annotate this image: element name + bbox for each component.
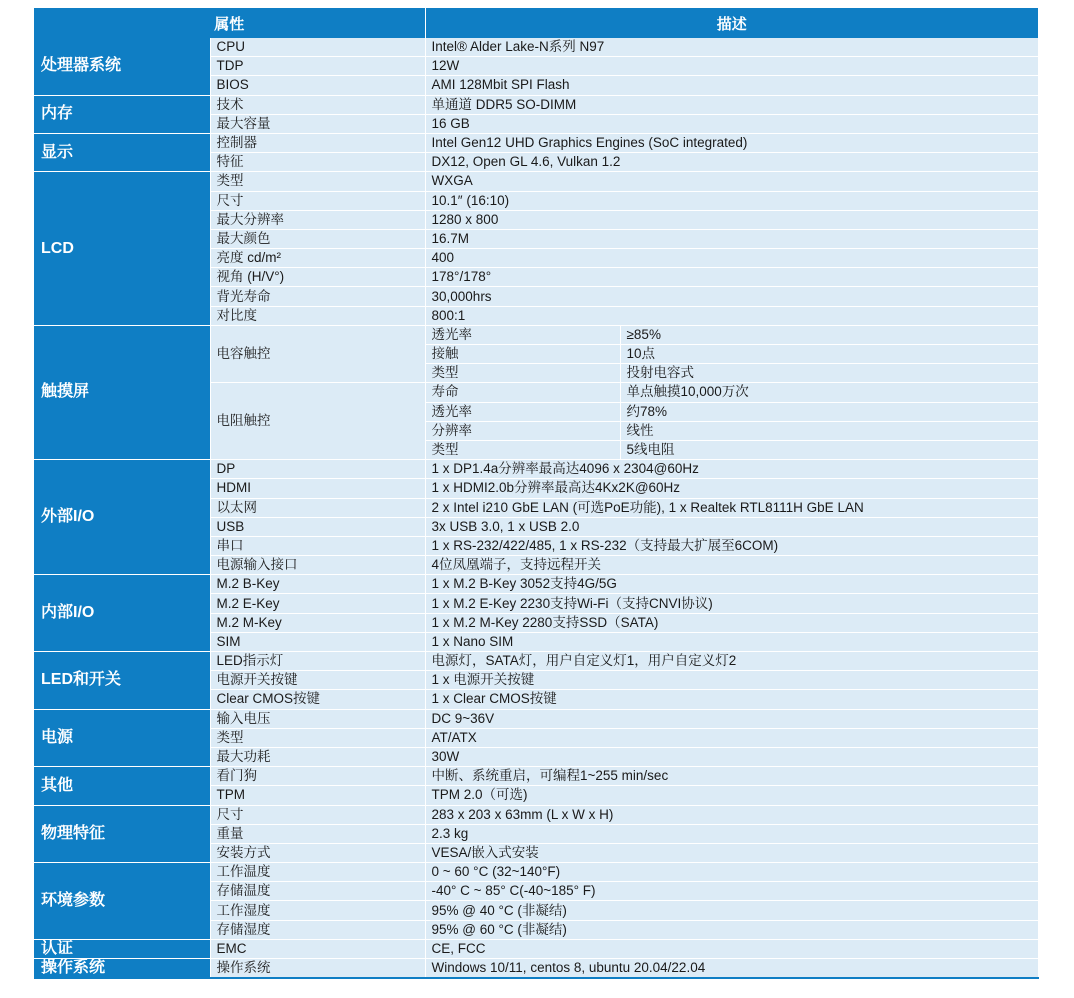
spec-label: 工作湿度 [210, 901, 425, 920]
spec-value: DX12, Open GL 4.6, Vulkan 1.2 [425, 153, 1038, 172]
spec-value: 1 x HDMI2.0b分辨率最高达4Kx2K@60Hz [425, 479, 1038, 498]
spec-label: 安装方式 [210, 843, 425, 862]
spec-label: 电源开关按键 [210, 671, 425, 690]
category-cell: 操作系统 [34, 959, 210, 979]
spec-value: 投射电容式 [620, 364, 1038, 383]
spec-label: DP [210, 460, 425, 479]
spec-value: 12W [425, 57, 1038, 76]
table-row [34, 95, 1038, 114]
spec-value: WXGA [425, 172, 1038, 191]
spec-value: CE, FCC [425, 939, 1038, 958]
spec-label: 寿命 [425, 383, 620, 402]
spec-value: Intel Gen12 UHD Graphics Engines (SoC integrated) [425, 133, 1038, 152]
spec-value: 0 ~ 60 °C (32~140°F) [425, 863, 1038, 882]
spec-label: 看门狗 [210, 767, 425, 786]
table-row [34, 38, 1038, 57]
spec-label: 类型 [210, 728, 425, 747]
spec-value: 178°/178° [425, 268, 1038, 287]
category-cell: LED和开关 [34, 652, 210, 710]
spec-label: 最大功耗 [210, 747, 425, 766]
spec-value: 单通道 DDR5 SO-DIMM [425, 95, 1038, 114]
spec-label: 接触 [425, 345, 620, 364]
spec-label: 对比度 [210, 306, 425, 325]
spec-label: CPU [210, 38, 425, 57]
spec-label: 重量 [210, 824, 425, 843]
spec-value: 30W [425, 747, 1038, 766]
spec-label: 存储湿度 [210, 920, 425, 939]
spec-label: 串口 [210, 536, 425, 555]
spec-value: 1 x Nano SIM [425, 632, 1038, 651]
category-cell: 其他 [34, 767, 210, 805]
spec-label: 背光寿命 [210, 287, 425, 306]
spec-value: AMI 128Mbit SPI Flash [425, 76, 1038, 95]
category-cell: LCD [34, 172, 210, 326]
category-cell: 环境参数 [34, 863, 210, 940]
table-row [34, 172, 1038, 191]
spec-value: TPM 2.0（可选) [425, 786, 1038, 805]
spec-value: VESA/嵌入式安装 [425, 843, 1038, 862]
spec-label: 工作温度 [210, 863, 425, 882]
category-cell: 物理特征 [34, 805, 210, 863]
spec-label: TPM [210, 786, 425, 805]
spec-label: 特征 [210, 153, 425, 172]
spec-value: 1 x M.2 M-Key 2280支持SSD（SATA) [425, 613, 1038, 632]
spec-label: 透光率 [425, 402, 620, 421]
category-cell: 内存 [34, 95, 210, 133]
spec-label: 技术 [210, 95, 425, 114]
spec-label: M.2 M-Key [210, 613, 425, 632]
spec-label: 输入电压 [210, 709, 425, 728]
spec-value: 中断、系统重启，可编程1~255 min/sec [425, 767, 1038, 786]
category-cell: 处理器系统 [34, 38, 210, 95]
category-cell: 认证 [34, 939, 210, 958]
category-cell: 外部I/O [34, 460, 210, 575]
spec-value: 283 x 203 x 63mm (L x W x H) [425, 805, 1038, 824]
spec-label: TDP [210, 57, 425, 76]
spec-label: 最大颜色 [210, 229, 425, 248]
spec-value: AT/ATX [425, 728, 1038, 747]
spec-value: 10点 [620, 345, 1038, 364]
spec-value: Windows 10/11, centos 8, ubuntu 20.04/22.04 [425, 959, 1038, 979]
spec-label: 视角 (H/V°) [210, 268, 425, 287]
spec-value: 95% @ 40 °C (非凝结) [425, 901, 1038, 920]
spec-value: 单点触摸10,000万次 [620, 383, 1038, 402]
spec-label: M.2 E-Key [210, 594, 425, 613]
table-row [34, 959, 1038, 979]
spec-label: 透光率 [425, 325, 620, 344]
spec-value: 1280 x 800 [425, 210, 1038, 229]
spec-value: DC 9~36V [425, 709, 1038, 728]
table-row [34, 805, 1038, 824]
spec-label: 以太网 [210, 498, 425, 517]
spec-value: 3x USB 3.0, 1 x USB 2.0 [425, 517, 1038, 536]
table-row [34, 460, 1038, 479]
spec-value: 95% @ 60 °C (非凝结) [425, 920, 1038, 939]
subgroup-label: 电容触控 [210, 325, 425, 383]
table-row [34, 939, 1038, 958]
table-row [34, 767, 1038, 786]
spec-value: 5线电阻 [620, 440, 1038, 459]
spec-label: M.2 B-Key [210, 575, 425, 594]
spec-label: 最大分辨率 [210, 210, 425, 229]
spec-value: 800:1 [425, 306, 1038, 325]
category-cell: 触摸屏 [34, 325, 210, 459]
table-row [34, 575, 1038, 594]
spec-label: HDMI [210, 479, 425, 498]
spec-value: 2.3 kg [425, 824, 1038, 843]
spec-value: 线性 [620, 421, 1038, 440]
spec-label: 操作系统 [210, 959, 425, 979]
subgroup-label: 电阻触控 [210, 383, 425, 460]
category-cell: 显示 [34, 133, 210, 171]
spec-value: 1 x M.2 E-Key 2230支持Wi-Fi（支持CNVI协议) [425, 594, 1038, 613]
spec-value: 1 x M.2 B-Key 3052支持4G/5G [425, 575, 1038, 594]
table-header-row [34, 8, 1038, 38]
spec-table [34, 8, 1039, 979]
spec-label: 电源输入接口 [210, 556, 425, 575]
header-desc: 描述 [425, 8, 1038, 38]
spec-value: 400 [425, 249, 1038, 268]
spec-label: 控制器 [210, 133, 425, 152]
table-row [34, 652, 1038, 671]
spec-label: 类型 [425, 440, 620, 459]
spec-value: 16.7M [425, 229, 1038, 248]
spec-label: EMC [210, 939, 425, 958]
header-attr: 属性 [34, 8, 425, 38]
spec-label: 存储温度 [210, 882, 425, 901]
spec-label: 类型 [210, 172, 425, 191]
spec-label: 尺寸 [210, 805, 425, 824]
table-row [34, 325, 1038, 344]
spec-value: 1 x DP1.4a分辨率最高达4096 x 2304@60Hz [425, 460, 1038, 479]
spec-label: Clear CMOS按键 [210, 690, 425, 709]
spec-value: -40° C ~ 85° C(-40~185° F) [425, 882, 1038, 901]
table-row [34, 863, 1038, 882]
spec-label: LED指示灯 [210, 652, 425, 671]
spec-value: 4位凤凰端子，支持远程开关 [425, 556, 1038, 575]
spec-label: USB [210, 517, 425, 536]
spec-value: ≥85% [620, 325, 1038, 344]
category-cell: 电源 [34, 709, 210, 767]
category-cell: 内部I/O [34, 575, 210, 652]
spec-value: 1 x 电源开关按键 [425, 671, 1038, 690]
spec-label: 分辨率 [425, 421, 620, 440]
spec-label: BIOS [210, 76, 425, 95]
spec-value: 10.1″ (16:10) [425, 191, 1038, 210]
spec-label: 亮度 cd/m² [210, 249, 425, 268]
spec-label: 最大容量 [210, 114, 425, 133]
spec-value: 约78% [620, 402, 1038, 421]
spec-label: 类型 [425, 364, 620, 383]
spec-value: Intel® Alder Lake-N系列 N97 [425, 38, 1038, 57]
spec-value: 30,000hrs [425, 287, 1038, 306]
spec-value: 16 GB [425, 114, 1038, 133]
spec-value: 2 x Intel i210 GbE LAN (可选PoE功能), 1 x Realtek RTL8111H GbE LAN [425, 498, 1038, 517]
spec-label: SIM [210, 632, 425, 651]
spec-label: 尺寸 [210, 191, 425, 210]
spec-value: 1 x RS-232/422/485, 1 x RS-232（支持最大扩展至6COM) [425, 536, 1038, 555]
spec-body [34, 38, 1038, 978]
spec-value: 1 x Clear CMOS按键 [425, 690, 1038, 709]
spec-value: 电源灯，SATA灯，用户自定义灯1，用户自定义灯2 [425, 652, 1038, 671]
table-row [34, 709, 1038, 728]
table-row [34, 133, 1038, 152]
